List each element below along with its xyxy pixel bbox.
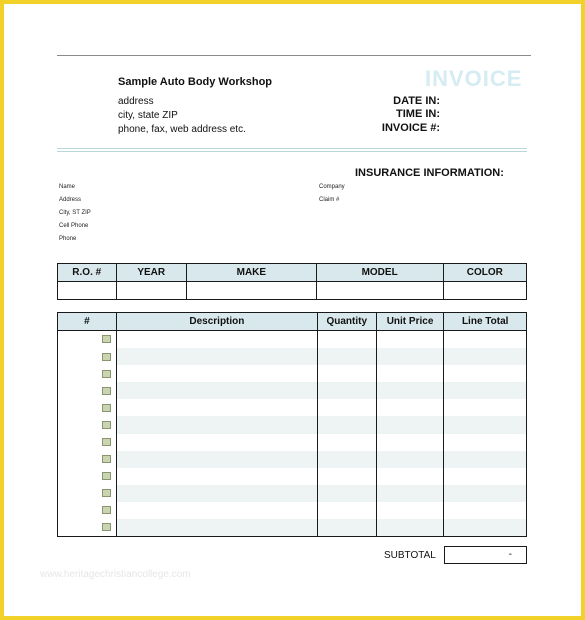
insurance-company-label: Company (319, 184, 345, 190)
quantity-cell[interactable] (317, 451, 376, 468)
col-number: # (58, 313, 117, 331)
description-cell[interactable] (116, 348, 317, 365)
quantity-cell[interactable] (317, 399, 376, 416)
description-cell[interactable] (116, 416, 317, 433)
insurance-claim-label: Claim # (319, 197, 340, 203)
description-cell[interactable] (116, 451, 317, 468)
row-number-cell[interactable] (58, 485, 117, 502)
unit-price-cell[interactable] (376, 468, 444, 485)
subtotal-label: SUBTOTAL (384, 550, 436, 561)
description-cell[interactable] (116, 502, 317, 519)
customer-city-label: City, ST ZIP (59, 210, 91, 216)
row-number-cell[interactable] (58, 519, 117, 537)
row-picker-icon[interactable] (102, 335, 111, 343)
customer-cellphone-label: Cell Phone (59, 223, 89, 229)
table-row (58, 502, 527, 519)
quantity-cell[interactable] (317, 382, 376, 399)
unit-price-cell[interactable] (376, 365, 444, 382)
row-number-cell[interactable] (58, 348, 117, 365)
row-number-cell[interactable] (58, 451, 117, 468)
year-input-cell[interactable] (116, 282, 186, 300)
company-name: Sample Auto Body Workshop (118, 76, 273, 88)
model-input-cell[interactable] (316, 282, 443, 300)
description-cell[interactable] (116, 519, 317, 537)
description-cell[interactable] (116, 434, 317, 451)
row-picker-icon[interactable] (102, 506, 111, 514)
row-number-cell[interactable] (58, 502, 117, 519)
row-picker-icon[interactable] (102, 438, 111, 446)
header-divider-bottom (57, 151, 527, 152)
col-year: YEAR (116, 264, 186, 282)
quantity-cell[interactable] (317, 485, 376, 502)
row-picker-icon[interactable] (102, 370, 111, 378)
unit-price-cell[interactable] (376, 331, 444, 349)
line-total-cell[interactable] (444, 331, 527, 349)
row-number-cell[interactable] (58, 331, 117, 349)
row-picker-icon[interactable] (102, 421, 111, 429)
table-row (58, 451, 527, 468)
table-row (58, 348, 527, 365)
line-total-cell[interactable] (444, 399, 527, 416)
row-number-cell[interactable] (58, 468, 117, 485)
row-picker-icon[interactable] (102, 455, 111, 463)
customer-phone-label: Phone (59, 236, 77, 242)
row-picker-icon[interactable] (102, 404, 111, 412)
line-total-cell[interactable] (444, 416, 527, 433)
unit-price-cell[interactable] (376, 502, 444, 519)
table-row (58, 485, 527, 502)
quantity-cell[interactable] (317, 468, 376, 485)
description-cell[interactable] (116, 399, 317, 416)
row-number-cell[interactable] (58, 365, 117, 382)
table-row (58, 382, 527, 399)
table-row (58, 365, 527, 382)
col-line-total: Line Total (444, 313, 527, 331)
quantity-cell[interactable] (317, 502, 376, 519)
invoice-number-label: INVOICE #: (381, 122, 440, 134)
insurance-title: INSURANCE INFORMATION: (355, 167, 504, 179)
line-items-table (57, 312, 527, 537)
line-total-cell[interactable] (444, 485, 527, 502)
table-row (58, 519, 527, 537)
description-cell[interactable] (116, 331, 317, 349)
make-input-cell[interactable] (186, 282, 316, 300)
row-number-cell[interactable] (58, 434, 117, 451)
unit-price-cell[interactable] (376, 434, 444, 451)
company-contact: phone, fax, web address etc. (118, 124, 246, 135)
col-unit-price: Unit Price (376, 313, 444, 331)
row-number-cell[interactable] (58, 416, 117, 433)
invoice-title: INVOICE (425, 66, 523, 91)
unit-price-cell[interactable] (376, 485, 444, 502)
quantity-cell[interactable] (317, 416, 376, 433)
row-picker-icon[interactable] (102, 523, 111, 531)
row-picker-icon[interactable] (102, 353, 111, 361)
ro-input-cell[interactable] (58, 282, 117, 300)
quantity-cell[interactable] (317, 434, 376, 451)
col-model: MODEL (316, 264, 443, 282)
quantity-cell[interactable] (317, 365, 376, 382)
description-cell[interactable] (116, 468, 317, 485)
line-total-cell[interactable] (444, 348, 527, 365)
quantity-cell[interactable] (317, 331, 376, 349)
description-cell[interactable] (116, 365, 317, 382)
line-total-cell[interactable] (444, 382, 527, 399)
date-in-label: DATE IN: (393, 95, 440, 107)
unit-price-cell[interactable] (376, 399, 444, 416)
unit-price-cell[interactable] (376, 451, 444, 468)
quantity-cell[interactable] (317, 519, 376, 537)
col-make: MAKE (186, 264, 316, 282)
row-picker-icon[interactable] (102, 472, 111, 480)
top-divider (57, 55, 531, 56)
line-total-cell[interactable] (444, 502, 527, 519)
watermark: www.heritagechristiancollege.com (40, 569, 191, 580)
row-picker-icon[interactable] (102, 387, 111, 395)
row-number-cell[interactable] (58, 382, 117, 399)
col-ro: R.O. # (58, 264, 117, 282)
time-in-label: TIME IN: (396, 108, 440, 120)
description-cell[interactable] (116, 485, 317, 502)
row-picker-icon[interactable] (102, 489, 111, 497)
quantity-cell[interactable] (317, 348, 376, 365)
description-cell[interactable] (116, 382, 317, 399)
line-total-cell[interactable] (444, 451, 527, 468)
unit-price-cell[interactable] (376, 416, 444, 433)
subtotal-value[interactable]: - (444, 546, 527, 564)
unit-price-cell[interactable] (376, 382, 444, 399)
company-address: address (118, 96, 154, 107)
line-total-cell[interactable] (444, 519, 527, 537)
color-input-cell[interactable] (443, 282, 526, 300)
customer-address-label: Address (59, 197, 82, 203)
vehicle-table (57, 263, 527, 300)
table-row (58, 416, 527, 433)
company-city: city, state ZIP (118, 110, 178, 121)
table-row (58, 434, 527, 451)
unit-price-cell[interactable] (376, 519, 444, 537)
col-description: Description (116, 313, 317, 331)
col-quantity: Quantity (317, 313, 376, 331)
line-total-cell[interactable] (444, 468, 527, 485)
row-number-cell[interactable] (58, 399, 117, 416)
line-total-cell[interactable] (444, 434, 527, 451)
line-total-cell[interactable] (444, 365, 527, 382)
col-color: COLOR (443, 264, 526, 282)
table-row (58, 468, 527, 485)
table-row (58, 399, 527, 416)
header-divider-top (57, 148, 527, 149)
unit-price-cell[interactable] (376, 348, 444, 365)
table-row (58, 331, 527, 349)
customer-name-label: Name (59, 184, 76, 190)
